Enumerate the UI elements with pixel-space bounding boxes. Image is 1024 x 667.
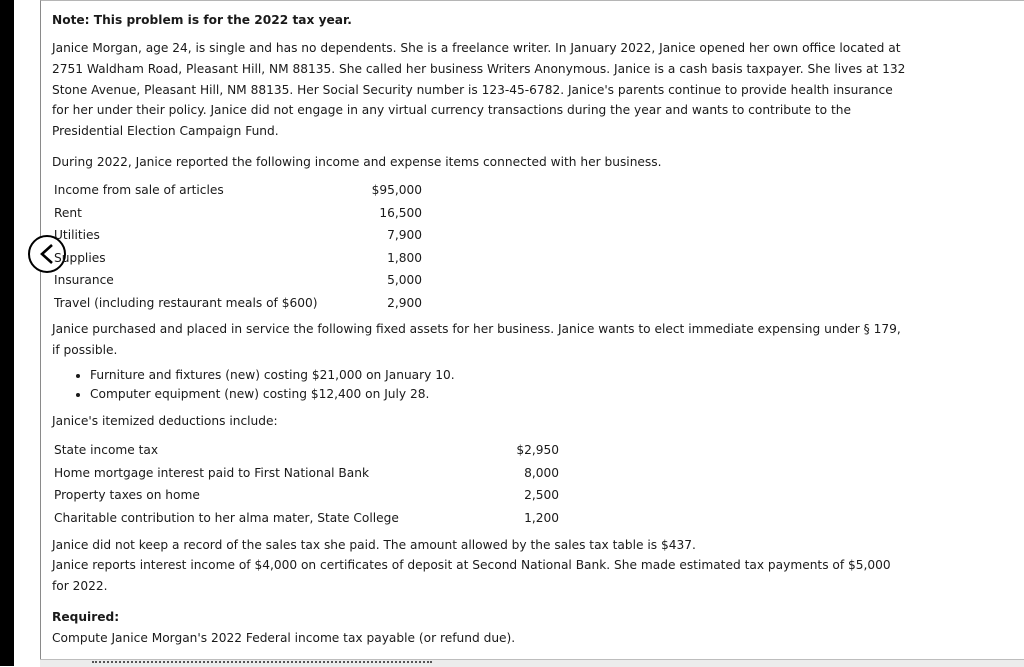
intro-line: Stone Avenue, Pleasant Hill, NM 88135. Her Social Security number is 123-45-6782. Janice's parents continue to provide health insurance xyxy=(52,82,893,97)
list-item: • Computer equipment (new) costing $12,400 on July 28. xyxy=(90,385,455,404)
intro-line: Janice Morgan, age 24, is single and has no dependents. She is a freelance writer. In January 2022, Janice opened her own office located at xyxy=(52,41,901,55)
item-amount: $2,950 xyxy=(516,443,559,458)
assets-list xyxy=(52,366,455,403)
item-amount: 1,200 xyxy=(524,510,559,525)
item-label: Insurance xyxy=(54,273,114,288)
assets-intro-line: if possible. xyxy=(52,343,118,357)
table-row xyxy=(54,507,559,530)
intro-line: 2751 Waldham Road, Pleasant Hill, NM 88135. She called her business Writers Anonymous. Janice is a cash basis taxpayer. She lives at 132 xyxy=(52,61,906,76)
required-text: Compute Janice Morgan's 2022 Federal income tax payable (or refund due). xyxy=(52,631,516,645)
table-row xyxy=(54,202,422,225)
item-amount: 16,500 xyxy=(379,205,422,220)
item-amount: 2,900 xyxy=(387,295,422,310)
table-row xyxy=(54,224,422,247)
item-amount: 7,900 xyxy=(387,228,422,243)
itemized-intro: Janice's itemized deductions include: xyxy=(52,414,278,428)
left-edge-bar xyxy=(0,0,14,666)
item-label: Utilities xyxy=(54,228,100,243)
item-label: Charitable contribution to her alma mater, State College xyxy=(54,510,399,525)
item-amount: 5,000 xyxy=(387,273,422,288)
list-item: • Furniture and fixtures (new) costing $21,000 on January 10. xyxy=(90,366,455,385)
business-intro: During 2022, Janice reported the following income and expense items connected with her business. xyxy=(52,155,662,169)
table-row xyxy=(54,484,559,507)
item-label: Travel (including restaurant meals of $600) xyxy=(54,295,318,310)
assets-intro-line: Janice purchased and placed in service the following fixed assets for her business. Janice wants to elect immediate expensing under § 179, xyxy=(52,322,901,336)
item-label: Rent xyxy=(54,205,82,220)
item-amount: 1,800 xyxy=(387,250,422,265)
table-row xyxy=(54,439,559,462)
sales-tax-line: Janice did not keep a record of the sales tax she paid. The amount allowed by the sales tax table is $437. xyxy=(52,538,696,552)
item-label: Income from sale of articles xyxy=(54,183,224,198)
item-label: Supplies xyxy=(54,250,106,265)
item-amount: 8,000 xyxy=(524,465,559,480)
interest-line: for 2022. xyxy=(52,579,108,593)
cut-off-text xyxy=(92,661,432,667)
item-label: Property taxes on home xyxy=(54,488,200,503)
table-row xyxy=(54,292,422,315)
required-heading: Required: xyxy=(52,610,120,624)
business-items-table xyxy=(54,179,422,314)
intro-line: Presidential Election Campaign Fund. xyxy=(52,124,279,139)
item-amount: $95,000 xyxy=(371,183,422,198)
note-heading: Note: This problem is for the 2022 tax year. xyxy=(52,13,352,27)
chevron-left-icon xyxy=(39,243,55,265)
item-amount: 2,500 xyxy=(524,488,559,503)
item-label: State income tax xyxy=(54,443,159,458)
table-row xyxy=(54,179,422,202)
intro-line: for her under their policy. Janice did not engage in any virtual currency transactions during the year and wants to contribute to the xyxy=(52,103,851,118)
table-row xyxy=(54,462,559,485)
table-row xyxy=(54,269,422,292)
interest-line: Janice reports interest income of $4,000 on certificates of deposit at Second National Bank. She made estimated tax payments of $5,000 xyxy=(52,558,891,572)
itemized-deductions-table xyxy=(54,439,559,529)
table-row xyxy=(54,247,422,270)
item-label: Home mortgage interest paid to First National Bank xyxy=(54,465,370,480)
